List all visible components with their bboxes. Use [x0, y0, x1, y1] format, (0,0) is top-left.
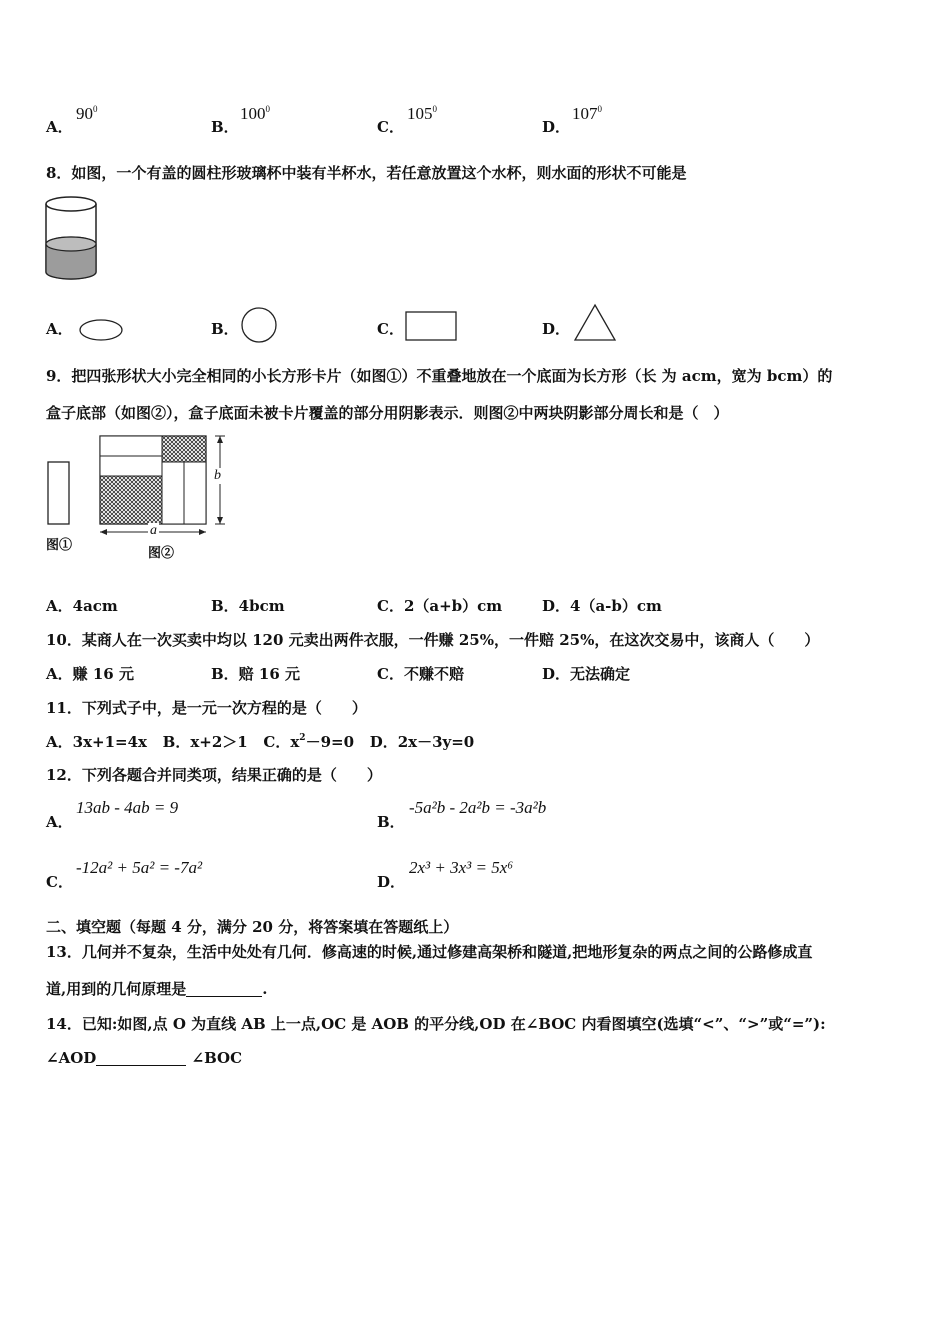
q7-option-a: A． [46, 118, 73, 136]
q7-option-c: C． [377, 118, 404, 136]
q10-option-c: C．不赚不赔 [377, 665, 464, 683]
q8-option-a: A． [46, 320, 73, 338]
circle-icon [240, 306, 278, 344]
q10-option-b: B．赔 16 元 [211, 665, 300, 683]
q13-answer-blank[interactable] [186, 982, 262, 997]
q14-line2: ∠AOD ∠BOC [46, 1049, 243, 1067]
q11-option-a: A．3x+1=4x [46, 733, 147, 751]
q14-answer-blank[interactable] [96, 1051, 186, 1066]
glass-cup-figure [42, 192, 100, 286]
q12-option-c-expr: -12a² + 5a² = -7a² [76, 858, 203, 877]
q12-option-d-letter: D． [377, 873, 406, 891]
q9-option-a: A．4acm [46, 597, 118, 615]
q9-fig2-label: 图② [148, 546, 175, 561]
q9-option-d: D．4（a-b）cm [542, 597, 662, 615]
q10-stem: 10．某商人在一次买卖中均以 120 元卖出两件衣服，一件赚 25%，一件赔 25%，在这次交易中，该商人（ ） [46, 631, 820, 649]
q9-label-b: b [214, 468, 221, 483]
q7-option-a-value: $90^0$ [76, 104, 98, 123]
q11-option-d: D．2x－3y=0 [369, 733, 475, 751]
q8-option-b: B． [211, 320, 239, 338]
ellipse-icon [78, 317, 124, 343]
q7-option-c-value: $105^0$ [407, 104, 437, 123]
q10-option-a: A．赚 16 元 [46, 665, 134, 683]
q9-label-a: a [150, 523, 157, 538]
q9-stem-line1: 9．把四张形状大小完全相同的小长方形卡片（如图①）不重叠地放在一个底面为长方形（长 为 acm，宽为 bcm）的 [46, 367, 833, 385]
q9-stem-line2: 盒子底部（如图②），盒子底面未被卡片覆盖的部分用阴影表示．则图②中两块阴影部分周长和是（ ） [46, 404, 729, 422]
q10-option-d: D．无法确定 [542, 665, 631, 683]
q8-option-d: D． [542, 320, 571, 338]
q7-option-b: B． [211, 118, 239, 136]
q11-stem: 11．下列式子中，是一元一次方程的是（ ） [46, 699, 367, 717]
q12-option-b-letter: B． [377, 813, 405, 831]
q12-option-a-expr: 13ab - 4ab = 9 [76, 798, 179, 817]
q12-option-c-letter: C． [46, 873, 73, 891]
q11-option-c: C．$x^2-9=0$ [263, 733, 355, 751]
triangle-icon [573, 303, 617, 343]
q9-fig1-label: 图① [46, 538, 73, 553]
q7-option-b-value: $100^0$ [240, 104, 270, 123]
q11-option-b: B．x+2＞1 [162, 733, 248, 751]
q8-stem: 8．如图，一个有盖的圆柱形玻璃杯中装有半杯水，若任意放置这个水杯，则水面的形状不可能是 [46, 164, 687, 182]
q12-stem: 12．下列各题合并同类项，结果正确的是（ ） [46, 766, 382, 784]
q11-options [46, 731, 474, 752]
q13-line2: 道,用到的几何原理是 . [46, 980, 268, 998]
q13-line1: 13．几何并不复杂，生活中处处有几何．修高速的时候,通过修建高架桥和隧道,把地形复杂的两点之间的公路修成直 [46, 943, 813, 961]
rectangle-icon [404, 310, 458, 342]
q7-option-d: D． [542, 118, 571, 136]
q8-option-c: C． [377, 320, 404, 338]
q12-option-d-expr: 2x³ + 3x³ = 5x⁶ [409, 858, 514, 877]
q9-option-b: B．4bcm [211, 597, 285, 615]
q7-option-d-value: $107^0$ [572, 104, 602, 123]
q9-option-c: C．2（a+b）cm [377, 597, 503, 615]
q12-option-b-expr: -5a²b - 2a²b = -3a²b [409, 798, 547, 817]
section2-heading: 二、填空题（每题 4 分，满分 20 分，将答案填在答题纸上） [46, 918, 459, 936]
q12-option-a-letter: A． [46, 813, 73, 831]
q14-line1: 14．已知:如图,点 O 为直线 AB 上一点,OC 是 AOB 的平分线,OD 在∠BOC 内看图填空(选填“<”、“>”或“=”): [46, 1015, 826, 1033]
